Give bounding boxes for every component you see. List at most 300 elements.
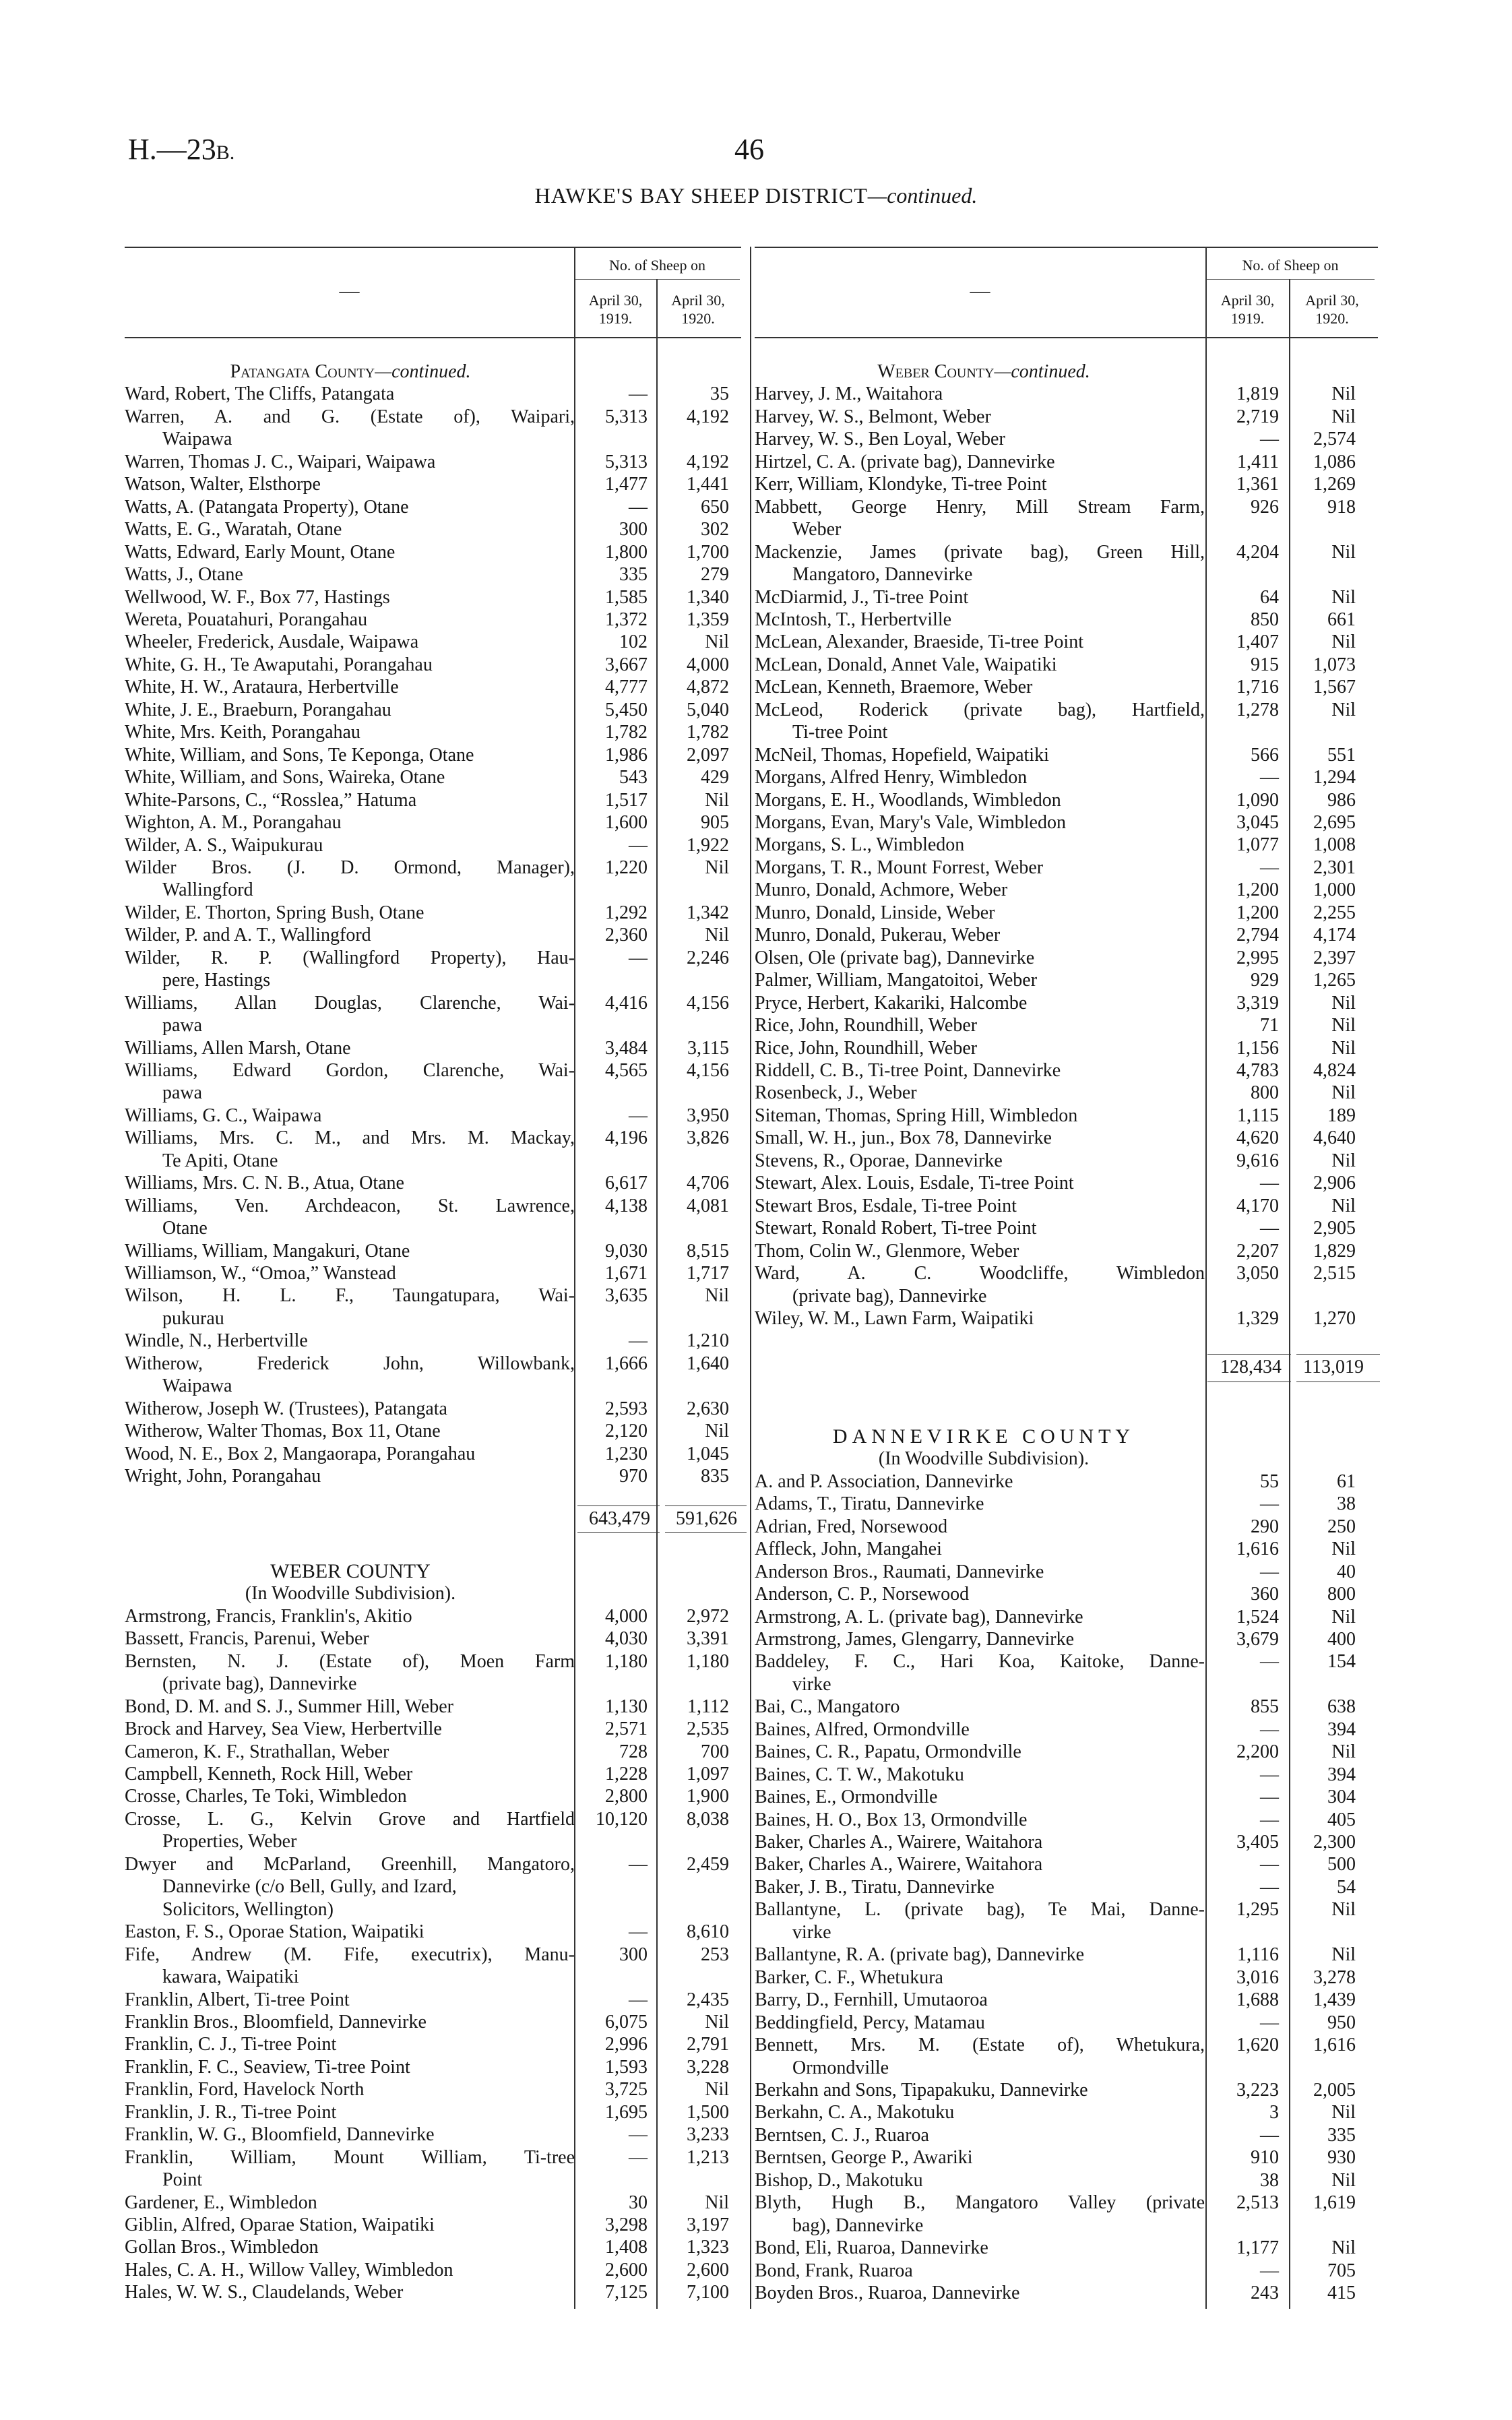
table-row: [125, 2146, 741, 2192]
sheep-1920: 986: [1327, 789, 1356, 811]
owner-cell: [125, 721, 575, 743]
sheep-1920: 8,515: [687, 1240, 729, 1262]
table-row: [755, 2169, 1378, 2192]
owner-name-continuation: virke: [792, 1673, 831, 1695]
sheep-1920: 415: [1327, 2283, 1356, 2304]
owner-cell: [125, 902, 575, 924]
owner-name: Bond, Frank, Ruaroa: [755, 2260, 913, 2281]
owner-cell: [755, 1786, 1205, 1808]
owner-name: White, G. H., Te Awaputahi, Porangahau: [125, 654, 433, 675]
col-1919-year: 1919.: [1230, 310, 1265, 327]
owner-cell: [755, 1696, 1205, 1718]
owner-name: Franklin, Ford, Havelock North: [125, 2079, 365, 2101]
sheep-1920: 1,922: [687, 834, 729, 856]
table-row: [125, 676, 741, 698]
sheep-1920: Nil: [1331, 383, 1356, 405]
sheep-1920: Nil: [1331, 1037, 1356, 1059]
sheep-1920: 2,630: [687, 1398, 729, 1419]
owner-cell: [125, 1696, 575, 1718]
sheep-1919: —: [1260, 1173, 1279, 1194]
sheep-1919: 3,045: [1236, 812, 1279, 834]
sheep-1919: 6,617: [605, 1173, 648, 1194]
owner-name: Morgans, Alfred Henry, Wimbledon: [755, 767, 1028, 788]
owner-cell: [125, 496, 575, 518]
owner-cell: [755, 969, 1205, 991]
sheep-1920: 1,213: [687, 2146, 729, 2168]
sheep-1920: 2,600: [687, 2259, 729, 2281]
sheep-1919: 855: [1251, 1696, 1279, 1718]
sheep-1920: 4,192: [687, 406, 729, 427]
owner-name: Kerr, William, Klondyke, Ti-tree Point: [755, 474, 1047, 495]
sheep-1920: 1,097: [687, 1764, 729, 1785]
table-row: [125, 1763, 741, 1785]
sheep-1919: 5,313: [605, 406, 648, 427]
owner-name: Adams, T., Tiratu, Dannevirke: [755, 1493, 984, 1515]
owner-cell: [125, 834, 575, 857]
owner-name: Anderson Bros., Raumati, Dannevirke: [755, 1561, 1044, 1582]
sheep-1919: 5,450: [605, 699, 648, 720]
sheep-1919: —: [629, 947, 648, 968]
owner-cell: [755, 789, 1205, 811]
table-row: [755, 406, 1378, 428]
sheep-1919: 850: [1251, 609, 1279, 630]
sheep-1920: 189: [1327, 1105, 1356, 1126]
table-row: [125, 1696, 741, 1718]
table-row: [125, 1420, 741, 1442]
owner-name: Baines, C. T. W., Makotuku: [755, 1764, 964, 1785]
owner-name: McLean, Kenneth, Braemore, Weber: [755, 677, 1033, 698]
owner-cell: [125, 1420, 575, 1442]
owner-name-continuation: Waipawa: [162, 429, 232, 450]
sheep-1920: 3,950: [687, 1105, 729, 1126]
table-row: [755, 1470, 1378, 1493]
sheep-1920: 1,294: [1313, 767, 1356, 788]
table-row: [755, 2034, 1378, 2079]
table-top-rule-right: [755, 247, 1378, 248]
owner-cell: [125, 2101, 575, 2123]
table-row: [755, 1583, 1378, 1605]
table-row: [125, 924, 741, 946]
sheep-1920: Nil: [1331, 1539, 1356, 1560]
owner-cell: [125, 1127, 575, 1172]
owner-cell: [125, 383, 575, 405]
owner-name: McLeod, Roderick (private bag), Hartfield,: [755, 699, 1205, 720]
sheep-1919: 4,204: [1236, 541, 1279, 563]
owner-name: Campbell, Kenneth, Rock Hill, Weber: [125, 1764, 413, 1785]
owner-name-continuation: Te Apiti, Otane: [162, 1150, 278, 1171]
table-row: [755, 676, 1378, 698]
sheep-1919: 7,125: [605, 2282, 648, 2303]
owner-name: Gollan Bros., Wimbledon: [125, 2237, 319, 2258]
sheep-1920: Nil: [1331, 2237, 1356, 2259]
owner-name-continuation: pawa: [162, 1015, 203, 1036]
owner-name: Ward, A. C. Woodcliffe, Wimbledon: [755, 1263, 1205, 1284]
owner-cell: [755, 879, 1205, 901]
table-row: [125, 406, 741, 451]
owner-cell: [125, 473, 575, 495]
total-row: [755, 1354, 1378, 1382]
owner-name-continuation: Ormondville: [792, 2057, 889, 2078]
owner-name: Witherow, Joseph W. (Trustees), Patangata: [125, 1398, 447, 1419]
owner-cell: [755, 1262, 1205, 1307]
sheep-1919: 566: [1251, 744, 1279, 766]
sheep-1919: —: [1260, 767, 1279, 788]
table-row: [755, 654, 1378, 676]
owner-cell: [755, 496, 1205, 541]
table-row: [125, 902, 741, 924]
table-row: [125, 699, 741, 721]
table-row: [755, 2079, 1378, 2101]
table-row: [755, 1718, 1378, 1741]
table-row: [755, 766, 1378, 788]
sheep-1919: 335: [619, 564, 648, 586]
owner-name: Morgans, T. R., Mount Forrest, Weber: [755, 857, 1044, 878]
owner-name: McLean, Donald, Annet Vale, Waipatiki: [755, 654, 1057, 675]
owner-cell: [125, 518, 575, 540]
table-row: [755, 1606, 1378, 1628]
table-row: [755, 1853, 1378, 1875]
owner-name: Gardener, E., Wimbledon: [125, 2192, 317, 2213]
owner-name: Munro, Donald, Linside, Weber: [755, 902, 995, 923]
sheep-1919: —: [629, 834, 648, 856]
sheep-1920: 304: [1327, 1787, 1356, 1808]
owner-cell: [125, 609, 575, 631]
table-row: [755, 1262, 1378, 1307]
sheep-1919: 9,030: [605, 1240, 648, 1262]
owner-name: White-Parsons, C., “Rosslea,” Hatuma: [125, 789, 417, 811]
table-row: [755, 992, 1378, 1014]
owner-name: White, Mrs. Keith, Porangahau: [125, 722, 360, 743]
sheep-1919: 3,298: [605, 2214, 648, 2236]
sheep-1919: 55: [1260, 1470, 1279, 1492]
owner-cell: [755, 1217, 1205, 1239]
owner-cell: [125, 699, 575, 721]
sheep-1919: 1,295: [1236, 1899, 1279, 1921]
owner-cell: [125, 924, 575, 946]
name-column-header-right: —: [970, 280, 990, 302]
owner-cell: [755, 744, 1205, 766]
sheep-1919: 4,565: [605, 1059, 648, 1081]
table-row: [755, 1966, 1378, 1989]
owner-name: Bai, C., Mangatoro: [755, 1696, 900, 1718]
sheep-1920: 1,340: [687, 586, 729, 608]
sheep-1920: 1,342: [687, 902, 729, 923]
sheep-1919: —: [1260, 1876, 1279, 1898]
owner-cell: [125, 766, 575, 788]
owner-cell: [125, 1240, 575, 1262]
table-row: [125, 1398, 741, 1420]
sheep-1919: 64: [1260, 586, 1279, 608]
sheep-1920: 1,210: [687, 1330, 729, 1352]
sheep-1920: Nil: [1331, 992, 1356, 1014]
owner-name: McIntosh, T., Herbertville: [755, 609, 952, 630]
owner-cell: [755, 857, 1205, 879]
owner-name-continuation: Wallingford: [162, 879, 253, 901]
sheep-1919: 1,671: [605, 1263, 648, 1284]
owner-cell: [755, 699, 1205, 744]
sheep-1920: Nil: [1331, 1944, 1356, 1966]
owner-name: Stewart, Ronald Robert, Ti-tree Point: [755, 1218, 1037, 1239]
owner-cell: [125, 451, 575, 473]
table-row: [125, 1785, 741, 1807]
sheep-1920: 1,640: [687, 1353, 729, 1374]
sheep-1919: 2,200: [1236, 1741, 1279, 1763]
table-row: [755, 1898, 1378, 1944]
table-row: [755, 1628, 1378, 1650]
sheep-1920: 3,826: [687, 1127, 729, 1149]
owner-cell: [125, 1398, 575, 1420]
sheep-1920: Nil: [705, 631, 729, 653]
sheep-1920: 2,435: [687, 1989, 729, 2010]
owner-cell: [755, 1944, 1205, 1966]
table-row: [125, 1627, 741, 1650]
table-row: [125, 857, 741, 902]
owner-cell: [755, 1606, 1205, 1628]
owner-name: Ward, Robert, The Cliffs, Patangata: [125, 383, 395, 405]
table-row: [125, 2192, 741, 2214]
sheep-1919: —: [1260, 1854, 1279, 1875]
table-row: [125, 1059, 741, 1105]
sheep-1920: 1,782: [687, 722, 729, 743]
owner-name: Wilson, H. L. F., Taungatupara, Wai-: [125, 1285, 575, 1307]
sheep-1920: 2,255: [1313, 902, 1356, 923]
sheep-1920: 918: [1327, 496, 1356, 518]
sheep-1920: 930: [1327, 2147, 1356, 2169]
header-bottom-rule-right: [755, 337, 1378, 338]
sheep-1920: 2,906: [1313, 1173, 1356, 1194]
col-1920-year: 1920.: [1315, 310, 1349, 327]
owner-cell: [755, 811, 1205, 834]
sheep-1920: 8,610: [687, 1921, 729, 1943]
owner-cell: [755, 2192, 1205, 2237]
table-top-rule: [125, 247, 741, 248]
owner-cell: [755, 2282, 1205, 2304]
county-section: [755, 1425, 1378, 2305]
table-row: [125, 2123, 741, 2146]
sheep-1919: 910: [1251, 2147, 1279, 2169]
sheep-1920: 2,695: [1313, 812, 1356, 834]
sheep-1920: 1,270: [1313, 1307, 1356, 1329]
table-row: [755, 834, 1378, 856]
sheep-1920: 1,359: [687, 609, 729, 630]
owner-cell: [125, 1785, 575, 1807]
county-heading: WEBER COUNTY: [270, 1559, 431, 1582]
owner-name: Dwyer and McParland, Greenhill, Mangatoro,: [125, 1853, 575, 1875]
total-1919-value: 128,434: [1220, 1357, 1282, 1378]
owner-name: Hales, W. W. S., Claudelands, Weber: [125, 2282, 404, 2303]
group-header-rule-right: [1206, 279, 1375, 280]
sheep-1920: 4,706: [687, 1173, 729, 1194]
table-row: [125, 834, 741, 857]
owner-name: Harvey, J. M., Waitahora: [755, 383, 943, 405]
sheep-1920: 40: [1337, 1561, 1356, 1582]
owner-name: Berkahn and Sons, Tipapakuku, Dannevirke: [755, 2079, 1088, 2101]
table-row: [125, 744, 741, 766]
table-row: [755, 383, 1378, 405]
sheep-1920: 1,323: [687, 2237, 729, 2258]
owner-name: Berntsen, George P., Awariki: [755, 2147, 973, 2169]
sheep-1919: 1,524: [1236, 1606, 1279, 1627]
sheep-1919: 290: [1251, 1516, 1279, 1537]
sheep-1920: Nil: [1331, 541, 1356, 563]
owner-cell: [755, 1493, 1205, 1515]
owner-name: Boyden Bros., Ruaroa, Dannevirke: [755, 2283, 1020, 2304]
owner-name: Palmer, William, Mangatoitoi, Weber: [755, 970, 1038, 991]
owner-name: Pryce, Herbert, Kakariki, Halcombe: [755, 992, 1028, 1014]
owner-name: Riddell, C. B., Ti-tree Point, Dannevirke: [755, 1060, 1061, 1081]
owner-cell: [125, 1262, 575, 1284]
sheep-1920: Nil: [1331, 1150, 1356, 1171]
col-1919-year: 1919.: [598, 310, 633, 327]
table-row: [125, 1853, 741, 1921]
owner-cell: [755, 1082, 1205, 1104]
county-section: [755, 361, 1378, 1382]
owner-name: Wood, N. E., Box 2, Mangaorapa, Porangahau: [125, 1443, 476, 1464]
sheep-1920: 1,269: [1313, 474, 1356, 495]
header-bottom-rule: [125, 337, 741, 338]
owner-cell: [755, 2237, 1205, 2259]
owner-name: Morgans, E. H., Woodlands, Wimbledon: [755, 789, 1061, 811]
owner-name: Morgans, Evan, Mary's Vale, Wimbledon: [755, 812, 1066, 834]
sheep-1920: 4,824: [1313, 1060, 1356, 1081]
owner-cell: [755, 631, 1205, 653]
sheep-1920: 4,156: [687, 1059, 729, 1081]
sheep-1919: 2,360: [605, 925, 648, 946]
owner-name: Anderson, C. P., Norsewood: [755, 1584, 970, 1605]
owner-cell: [755, 1718, 1205, 1741]
sheep-1919: 3,016: [1236, 1966, 1279, 1988]
table-row: [755, 631, 1378, 653]
sheep-1919: 2,996: [605, 2034, 648, 2055]
table-row: [125, 654, 741, 676]
owner-cell: [755, 1764, 1205, 1786]
sheep-1920: 4,000: [687, 654, 729, 675]
owner-name: Witherow, Frederick John, Willowbank,: [125, 1353, 575, 1374]
sheep-1920: 4,081: [687, 1195, 729, 1216]
table-row: [125, 1240, 741, 1262]
owner-name: Franklin, C. J., Ti-tree Point: [125, 2034, 337, 2055]
sheep-1920: 1,008: [1313, 834, 1356, 856]
sheep-1920: Nil: [1331, 1899, 1356, 1921]
table-row: [755, 924, 1378, 946]
owner-name: Franklin, W. G., Bloomfield, Dannevirke: [125, 2124, 435, 2146]
col-1920-header: [657, 291, 739, 328]
owner-cell: [755, 1127, 1205, 1149]
owner-name-continuation: (private bag), Dannevirke: [792, 1285, 987, 1307]
page-number: 46: [734, 133, 764, 166]
owner-cell: [755, 1240, 1205, 1262]
right-table-column: [755, 361, 1378, 2304]
total-1919: [1207, 1354, 1291, 1382]
table-row: [755, 1217, 1378, 1239]
sheep-1919: 4,777: [605, 677, 648, 698]
owner-name-continuation: Solicitors, Wellington): [162, 1898, 334, 1920]
owner-name: Barker, C. F., Whetukura: [755, 1966, 943, 1988]
owner-cell: [125, 1921, 575, 1943]
sheep-1919: 1,688: [1236, 1989, 1279, 2011]
owner-name: Berkahn, C. A., Makotuku: [755, 2102, 955, 2123]
owner-cell: [125, 744, 575, 766]
sheep-1919: 1,782: [605, 722, 648, 743]
owner-cell: [125, 2123, 575, 2146]
table-row: [755, 451, 1378, 473]
table-row: [755, 2192, 1378, 2237]
sheep-1919: 5,313: [605, 451, 648, 472]
sheep-1920: 1,045: [687, 1443, 729, 1464]
table-row: [125, 1172, 741, 1194]
sheep-1920: Nil: [705, 2192, 729, 2213]
sheep-1919: 3,725: [605, 2079, 648, 2101]
sheep-1920: 61: [1337, 1470, 1356, 1492]
owner-name: A. and P. Association, Dannevirke: [755, 1470, 1013, 1492]
sheep-1919: —: [1260, 1651, 1279, 1673]
owner-name: Mackenzie, James (private bag), Green Hill,: [755, 541, 1205, 563]
sheep-1919: —: [629, 2146, 648, 2168]
owner-name: Blyth, Hugh B., Mangatoro Valley (private: [755, 2192, 1205, 2214]
owner-cell: [125, 1853, 575, 1921]
sheep-1919: —: [629, 2124, 648, 2146]
owner-name: Munro, Donald, Pukerau, Weber: [755, 925, 1001, 946]
sheep-1920: 8,038: [687, 1808, 729, 1830]
sheep-1919: 1,077: [1236, 834, 1279, 856]
sheep-1919: 2,207: [1236, 1240, 1279, 1262]
table-row: [755, 1127, 1378, 1149]
table-row: [755, 857, 1378, 879]
sheep-1920: 7,100: [687, 2282, 729, 2303]
table-row: [755, 1764, 1378, 1786]
sheep-1920: 2,246: [687, 947, 729, 968]
sheep-1919: —: [1260, 1493, 1279, 1515]
owner-cell: [755, 1966, 1205, 1989]
owner-name: Bishop, D., Makotuku: [755, 2169, 923, 2191]
owner-name-continuation: Waipawa: [162, 1375, 232, 1397]
owner-cell: [755, 1105, 1205, 1127]
sheep-1919: —: [1260, 2012, 1279, 2033]
owner-cell: [755, 654, 1205, 676]
sheep-count-group-header-right: No. of Sheep on: [1242, 257, 1339, 274]
sheep-1919: 4,196: [605, 1127, 648, 1149]
sheep-1920: 1,900: [687, 1786, 729, 1807]
owner-name: Watts, Edward, Early Mount, Otane: [125, 541, 396, 563]
table-row: [125, 1262, 741, 1284]
owner-name: Baines, H. O., Box 13, Ormondville: [755, 1809, 1028, 1830]
sheep-1919: 4,138: [605, 1195, 648, 1216]
sheep-1920: Nil: [1331, 1082, 1356, 1104]
sheep-1919: 2,995: [1236, 947, 1279, 968]
section-heading-suffix: —continued.: [375, 361, 471, 382]
owner-cell: [755, 2124, 1205, 2146]
table-row: [125, 473, 741, 495]
owner-cell: [125, 1741, 575, 1763]
sheep-1920: 38: [1337, 1493, 1356, 1515]
sheep-1919: —: [1260, 1809, 1279, 1830]
table-row: [755, 744, 1378, 766]
document-code: [128, 132, 234, 166]
sheep-1920: 4,156: [687, 992, 729, 1014]
sheep-1920: Nil: [705, 1285, 729, 1307]
owner-name: Franklin, J. R., Ti-tree Point: [125, 2101, 337, 2123]
owner-name: Barry, D., Fernhill, Umutaoroa: [755, 1989, 988, 2011]
table-row: [755, 789, 1378, 811]
owner-name: Wereta, Pouatahuri, Porangahau: [125, 609, 368, 630]
table-row: [125, 631, 741, 653]
owner-cell: [125, 541, 575, 563]
table-row: [125, 1718, 741, 1740]
table-row: [755, 1195, 1378, 1217]
sheep-1919: 9,616: [1236, 1150, 1279, 1171]
owner-name: Brock and Harvey, Sea View, Herbertville: [125, 1718, 442, 1740]
sheep-1920: 3,233: [687, 2124, 729, 2146]
